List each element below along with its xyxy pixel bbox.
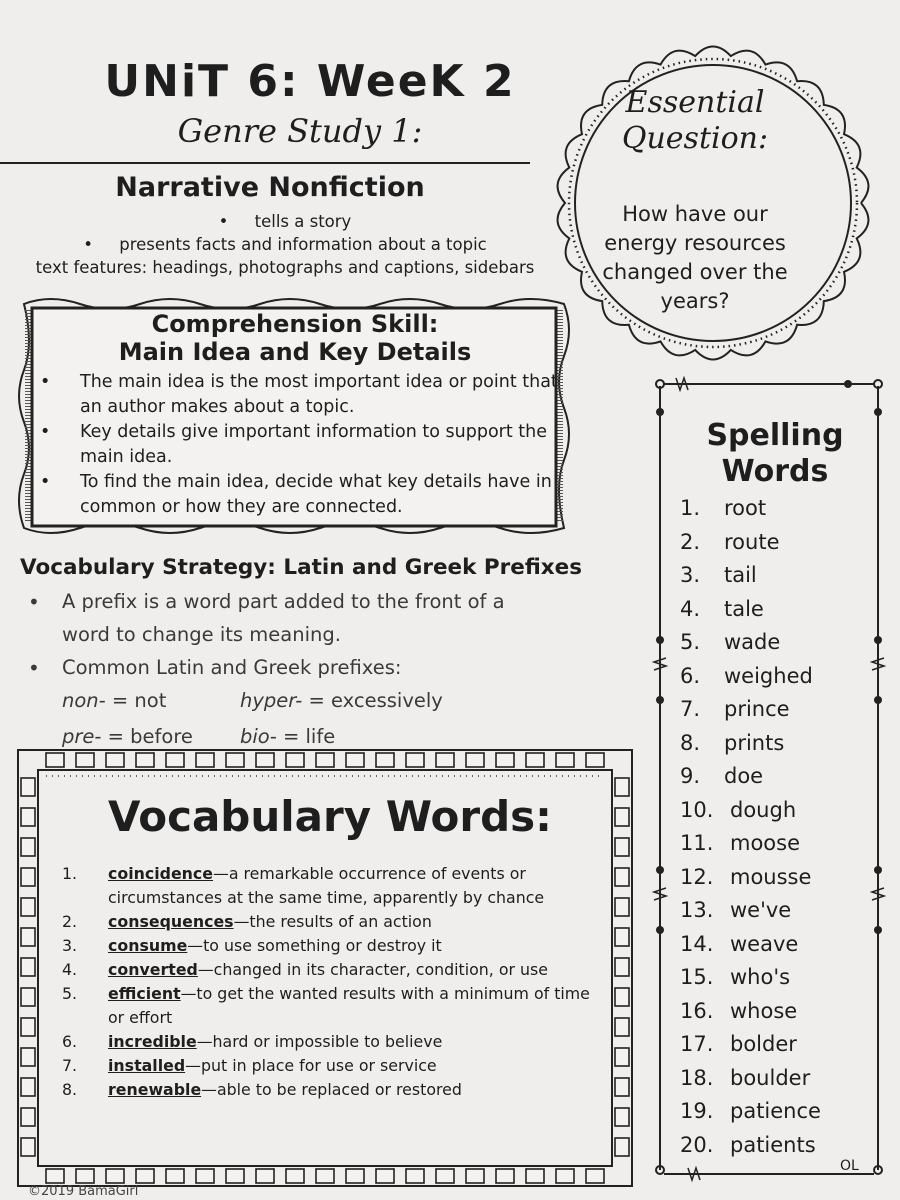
spelling-item: 5. wade	[680, 630, 781, 654]
spelling-item: 8. prints	[680, 730, 785, 755]
spelling-item: 2. route	[680, 529, 780, 554]
list-item: • Key details give important information to support the main idea.	[32, 420, 562, 470]
bullet: •	[28, 590, 40, 614]
spelling-item: 14. weave	[680, 931, 799, 956]
essential-question-text: How have our energy resources changed over the years?	[602, 202, 788, 313]
spelling-list	[680, 492, 870, 1162]
spelling-item: 16. whose	[680, 998, 798, 1023]
genre-heading: Narrative Nonfiction	[115, 172, 425, 203]
spelling-item: 9. doe	[680, 764, 764, 788]
page-subtitle: Genre Study 1:	[177, 112, 423, 150]
vocabulary-item: 7. installed—put in place for use or service	[62, 1056, 437, 1075]
spelling-item: 1. root	[680, 496, 767, 520]
spelling-item: 3. tail	[680, 563, 757, 587]
vocab-strategy-heading: Vocabulary Strategy: Latin and Greek Prefixes	[20, 555, 583, 580]
spelling-item: 10. dough	[680, 797, 797, 822]
vocab-strategy-text: Common Latin and Greek prefixes:	[62, 656, 402, 679]
spelling-title: Spelling Words	[706, 418, 844, 489]
genre-line: • presents facts and information about a topic	[83, 235, 487, 254]
vocab-strategy-text: A prefix is a word part added to the front of a	[62, 590, 505, 613]
vocabulary-item: 1. coincidence—a remarkable occurrence of events or circumstances at the same time, apparently by chance	[62, 864, 545, 907]
copyright: ©2019 BamaGirl	[28, 1184, 139, 1199]
prefix-entry: hyper- = excessively	[240, 689, 443, 712]
list-item: • The main idea is the most important idea or point that an author makes about a topic.	[32, 370, 562, 420]
spelling-item: 18. boulder	[680, 1065, 811, 1090]
prefix-entry: bio- = life	[240, 725, 336, 748]
spelling-item: 15. who's	[680, 965, 791, 989]
genre-line: text features: headings, photographs and captions, sidebars	[35, 258, 535, 277]
vocabulary-item: 6. incredible—hard or impossible to believe	[62, 1032, 443, 1051]
spelling-item: 13. we've	[680, 898, 792, 922]
spelling-item: 12. mousse	[680, 864, 812, 889]
title-divider	[0, 162, 530, 164]
spelling-item: 19. patience	[680, 1099, 821, 1123]
vocabulary-item: 3. consume—to use something or destroy it	[62, 936, 442, 955]
prefix-entry: pre- = before	[62, 725, 193, 748]
comprehension-title: Comprehension Skill: Main Idea and Key Details	[118, 310, 472, 366]
corner-mark: OL	[840, 1158, 859, 1174]
bullet: •	[28, 656, 40, 680]
spelling-item: 4. tale	[680, 596, 764, 621]
vocabulary-item: 8. renewable—able to be replaced or restored	[62, 1080, 462, 1099]
vocab-strategy-text: word to change its meaning.	[62, 623, 341, 646]
spelling-item: 20. patients	[680, 1132, 816, 1157]
spelling-item: 17. bolder	[680, 1032, 797, 1056]
vocabulary-list	[62, 862, 592, 1102]
essential-question-title: Essential Question:	[621, 85, 769, 156]
spelling-item: 11. moose	[680, 831, 801, 855]
vocabulary-item: 4. converted—changed in its character, condition, or use	[62, 960, 548, 979]
list-item: • To find the main idea, decide what key details have in common or how they are connected.	[32, 470, 562, 520]
genre-line: • tells a story	[218, 212, 352, 231]
vocabulary-item: 5. efficient—to get the wanted results with a minimum of time or effort	[62, 984, 590, 1027]
spelling-item: 7. prince	[680, 697, 790, 721]
page-title: UNiT 6: WeeK 2	[104, 56, 516, 107]
prefix-entry: non- = not	[62, 689, 167, 712]
vocabulary-item: 2. consequences—the results of an action	[62, 912, 432, 931]
vocabulary-title: Vocabulary Words:	[108, 792, 552, 841]
spelling-item: 6. weighed	[680, 663, 813, 688]
comprehension-bullets	[32, 370, 562, 520]
